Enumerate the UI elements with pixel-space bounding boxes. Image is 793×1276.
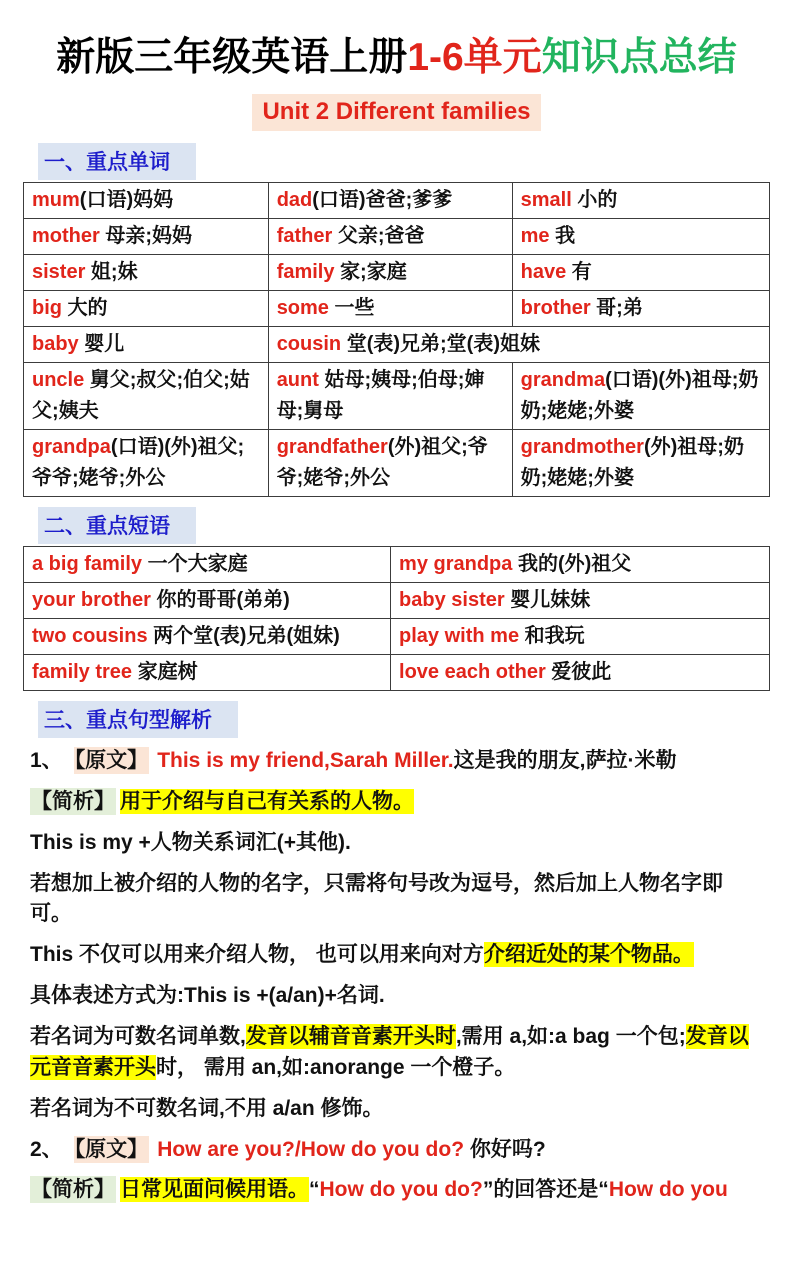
english-text: How are you?/How do you do?: [157, 1137, 465, 1161]
title-part-black: 新版三年级英语上册: [56, 36, 408, 79]
phrase-cell: [391, 619, 770, 655]
text-segment: 若想加上被介绍的人物的名字，只需将句号改为逗号，然后加上人物名字即可。: [30, 871, 723, 926]
text-segment: “: [309, 1178, 320, 1202]
table-row: [24, 583, 770, 619]
word-cell: [268, 291, 512, 327]
text-segment: 具体表述方式为:This is +(a/an)+名词.: [30, 984, 385, 1008]
item-number: 1、: [30, 749, 63, 772]
word-cell: [268, 255, 512, 291]
word-cell: [512, 430, 769, 497]
section-heading-words: 一、重点单词: [38, 143, 196, 180]
phrase-cell: [24, 619, 391, 655]
chinese-meaning: 父亲;爸爸: [332, 225, 425, 247]
chinese-meaning: (外)祖父;爷爷;姥爷;外公: [276, 436, 488, 489]
english-word: grandpa: [32, 436, 111, 458]
analysis-line: [30, 746, 763, 777]
chinese-meaning: 你的哥哥(弟弟): [150, 589, 290, 611]
english-text: This is my friend,Sarah Miller.: [157, 749, 454, 772]
phrase-cell: [391, 655, 770, 691]
chinese-meaning: 堂(表)兄弟;堂(表)姐妹: [341, 333, 540, 355]
english-word: mother: [32, 225, 100, 247]
table-row: [24, 363, 770, 430]
word-cell: [24, 363, 269, 430]
word-cell: [512, 183, 769, 219]
english-word: mum: [32, 189, 80, 211]
english-word: aunt: [276, 369, 319, 391]
english-word: cousin: [276, 333, 342, 355]
analysis-line: [30, 1175, 763, 1206]
highlighted-text: 发音以元音音素开头: [30, 1025, 749, 1079]
chinese-meaning: 我: [549, 225, 576, 247]
highlighted-text: 发音以辅音音素开头时: [245, 1025, 456, 1049]
word-cell: [512, 291, 769, 327]
english-word: sister: [32, 261, 86, 283]
analysis-line: [30, 940, 763, 971]
word-cell: [24, 255, 269, 291]
text-segment: 若名词为不可数名词,不用 a/an 修饰。: [30, 1096, 384, 1120]
english-word: grandmother: [520, 436, 644, 458]
highlighted-text: 用于介绍与自己有关系的人物。: [120, 789, 414, 813]
tag-jianxi: 【简析】: [31, 789, 115, 813]
tag-yuanwen: 【原文】: [74, 749, 149, 772]
english-word: uncle: [32, 369, 85, 391]
phrase-cell: [391, 583, 770, 619]
english-word: small: [520, 189, 572, 211]
english-word: father: [276, 225, 333, 247]
english-word: love each other: [399, 661, 546, 683]
word-cell: [512, 255, 769, 291]
chinese-meaning: 哥;弟: [590, 297, 643, 319]
analysis-line: [30, 1022, 763, 1084]
table-row: [24, 183, 770, 219]
word-cell: [268, 430, 512, 497]
word-cell: [24, 430, 269, 497]
english-word: family: [276, 261, 335, 283]
chinese-meaning: 婴儿妹妹: [504, 589, 591, 611]
phrase-cell: [391, 547, 770, 583]
chinese-meaning: 母亲;妈妈: [99, 225, 193, 247]
analysis-line: [30, 869, 763, 931]
chinese-meaning: 一个大家庭: [142, 553, 248, 575]
english-word: grandma: [520, 369, 606, 391]
text-segment: 时， 需用 an,如:anorange 一个橙子。: [156, 1055, 516, 1079]
word-cell: [24, 183, 269, 219]
word-cell: [512, 219, 769, 255]
word-cell: [24, 291, 269, 327]
text-segment: ”的回答还是“: [482, 1178, 609, 1202]
chinese-meaning: 家;家庭: [334, 261, 407, 283]
english-word: your brother: [32, 589, 151, 611]
analysis-line: [30, 981, 763, 1012]
item-number: 2、: [30, 1137, 63, 1161]
analysis-line: [30, 828, 763, 859]
text-segment: 你好吗?: [464, 1137, 546, 1161]
analysis-line: [30, 1094, 763, 1125]
word-cell: [24, 219, 269, 255]
unit-subtitle: Unit 2 Different families: [252, 94, 540, 131]
unit-subtitle-row: [23, 94, 770, 131]
chinese-meaning: 婴儿: [78, 333, 125, 355]
tag-jianxi: 【简析】: [31, 1178, 115, 1202]
chinese-meaning: 姐;妹: [85, 261, 138, 283]
text-segment: This is my +人物关系词汇(+其他).: [30, 830, 351, 854]
chinese-meaning: 小的: [571, 189, 618, 211]
title-part-green: 知识点总结: [541, 36, 737, 79]
analysis-lines: [30, 746, 763, 1206]
title-part-red: 1-6单元: [407, 36, 542, 79]
chinese-meaning: 大的: [62, 297, 108, 319]
english-word: baby sister: [399, 589, 505, 611]
chinese-meaning: 舅父;叔父;伯父;姑父;姨夫: [32, 369, 250, 422]
chinese-meaning: (外)祖母;奶奶;姥姥;外婆: [520, 436, 744, 489]
page-title: [23, 26, 770, 82]
tag-yuanwen: 【原文】: [74, 1137, 149, 1161]
word-cell: [268, 219, 512, 255]
word-table: [23, 182, 770, 497]
english-word: some: [276, 297, 329, 319]
english-word: brother: [520, 297, 591, 319]
chinese-meaning: (口语)爸爸;爹爹: [312, 189, 453, 211]
english-word: two cousins: [32, 625, 148, 647]
section-heading-sentences: 三、重点句型解析: [38, 701, 238, 738]
english-word: big: [32, 297, 62, 319]
table-row: [24, 291, 770, 327]
chinese-meaning: 两个堂(表)兄弟(姐妹): [147, 625, 340, 647]
chinese-meaning: (口语)妈妈: [79, 189, 174, 211]
word-cell: [268, 183, 512, 219]
table-row: [24, 219, 770, 255]
text-segment: This 不仅可以用来介绍人物， 也可以用来向对方: [30, 943, 484, 967]
chinese-meaning: 有: [566, 261, 592, 283]
text-segment: ,需用 a,如:a bag 一个包;: [455, 1025, 686, 1049]
chinese-meaning: 家庭树: [132, 661, 198, 683]
phrase-cell: [24, 655, 391, 691]
chinese-meaning: (口语)(外)祖母;奶奶;姥姥;外婆: [520, 369, 759, 422]
english-word: play with me: [399, 625, 520, 647]
section-words-row: [23, 143, 770, 180]
table-row: [24, 547, 770, 583]
english-word: me: [520, 225, 550, 247]
highlighted-text: 介绍近处的某个物品。: [483, 943, 694, 967]
analysis-line: [30, 1135, 763, 1166]
word-cell: [268, 327, 769, 363]
english-word: dad: [276, 189, 313, 211]
table-row: [24, 255, 770, 291]
phrase-table-body: [24, 547, 770, 691]
english-text: How do you: [608, 1178, 728, 1202]
english-word: family tree: [32, 661, 133, 683]
english-text: How do you do?: [319, 1178, 483, 1202]
analysis-line: [30, 787, 763, 818]
chinese-meaning: 爱彼此: [545, 661, 612, 683]
word-cell: [24, 327, 269, 363]
word-cell: [268, 363, 512, 430]
text-segment: 这是我的朋友,萨拉·米勒: [453, 749, 677, 772]
phrase-cell: [24, 583, 391, 619]
table-row: [24, 655, 770, 691]
english-word: grandfather: [276, 436, 388, 458]
english-word: baby: [32, 333, 79, 355]
table-row: [24, 430, 770, 497]
phrase-cell: [24, 547, 391, 583]
chinese-meaning: 和我玩: [519, 625, 585, 647]
word-table-body: [24, 183, 770, 497]
chinese-meaning: 姑母;姨母;伯母;婶母;舅母: [276, 369, 485, 422]
english-word: my grandpa: [399, 553, 513, 575]
chinese-meaning: 我的(外)祖父: [512, 553, 632, 575]
chinese-meaning: (口语)(外)祖父;爷爷;姥爷;外公: [32, 436, 245, 489]
section-heading-phrases: 二、重点短语: [38, 507, 196, 544]
chinese-meaning: 一些: [328, 297, 375, 319]
phrase-table: [23, 546, 770, 691]
text-segment: 若名词为可数名词单数,: [30, 1025, 246, 1049]
section-phrases-row: [23, 507, 770, 544]
table-row: [24, 327, 770, 363]
english-word: a big family: [32, 553, 143, 575]
highlighted-text: 日常见面问候用语。: [120, 1178, 309, 1202]
table-row: [24, 619, 770, 655]
section-sentences-row: [23, 701, 770, 738]
word-cell: [512, 363, 769, 430]
english-word: have: [520, 261, 567, 283]
